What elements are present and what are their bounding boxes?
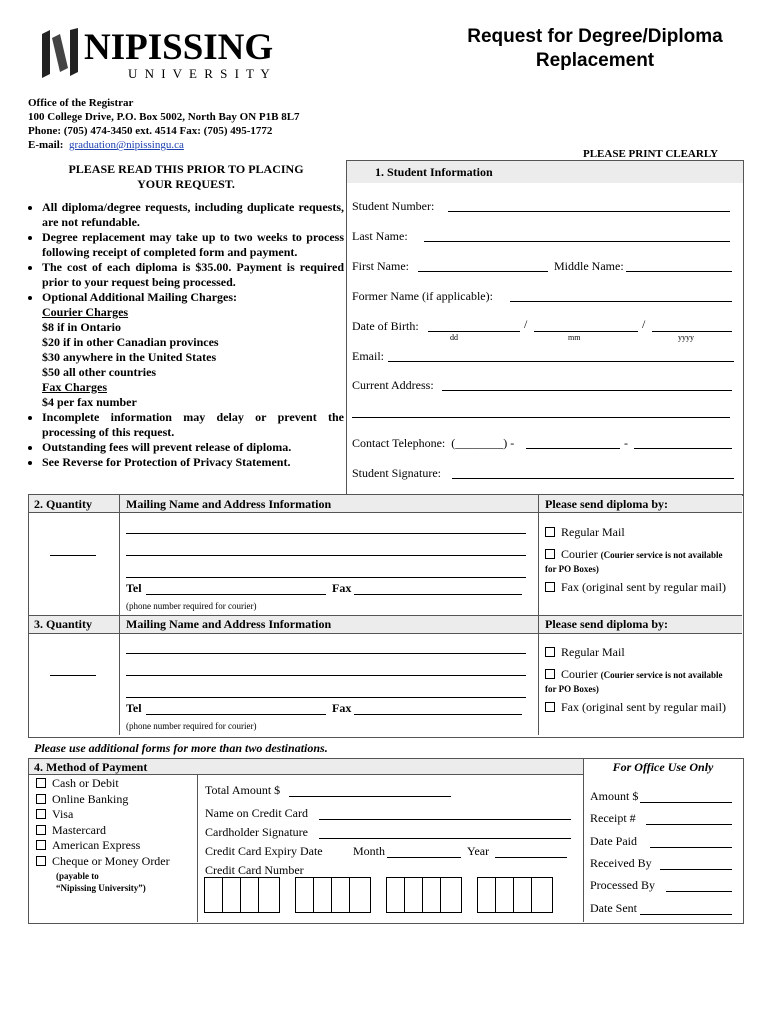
card-number-group[interactable] [477, 877, 553, 913]
payment-option-mastercard[interactable]: Mastercard [36, 823, 170, 839]
expiry-year-field[interactable] [495, 844, 567, 858]
phone-field-1[interactable] [526, 434, 620, 449]
cardholder-signature-field[interactable] [319, 825, 571, 839]
regular-mail-option[interactable]: Regular Mail [545, 645, 625, 660]
expiry-month-field[interactable] [387, 844, 461, 858]
mailing-address-line[interactable] [126, 521, 526, 534]
print-clearly: PLEASE PRINT CLEARLY [583, 148, 719, 160]
first-name-field[interactable] [418, 257, 548, 272]
quantity-field[interactable] [50, 663, 96, 676]
mailing-address-line[interactable] [126, 565, 526, 578]
card-name-field[interactable] [319, 806, 571, 820]
office-date-sent-field[interactable] [640, 901, 732, 915]
office-receipt-field[interactable] [646, 811, 732, 825]
logo [40, 28, 280, 84]
list-item: • Outstanding fees will prevent release of diploma. [42, 440, 344, 455]
checkbox-icon [36, 778, 46, 788]
student-number-field[interactable] [448, 197, 730, 212]
mailing-address-line[interactable] [126, 641, 526, 654]
signature-field[interactable] [452, 464, 734, 479]
notes-panel [28, 160, 344, 494]
quantity-label: 2. Quantity [34, 497, 93, 511]
list-item: • All diploma/degree requests, including duplicate requests, are not refundable. [42, 200, 344, 230]
dob-day-field[interactable] [428, 317, 520, 332]
address-field[interactable] [442, 376, 732, 391]
payment-methods [36, 776, 170, 869]
office-amount-field[interactable] [640, 789, 732, 803]
checkbox-icon [36, 825, 46, 835]
tel-field[interactable] [146, 701, 326, 715]
checkbox-icon [36, 794, 46, 804]
checkbox-icon [36, 840, 46, 850]
checkbox-icon [545, 582, 555, 592]
checkbox-icon [545, 549, 555, 559]
payment-option-cash[interactable]: Cash or Debit [36, 776, 170, 792]
courier-option[interactable]: Courier (Courier service is not available for PO Boxes) [545, 667, 723, 694]
fax-option[interactable]: Fax (original sent by regular mail) [545, 580, 726, 595]
form-title: Request for Degree/Diploma Replacement [467, 26, 723, 71]
quantity-field[interactable] [50, 543, 96, 556]
courier-option[interactable]: Courier (Courier service is not available for PO Boxes) [545, 547, 723, 574]
checkbox-icon [545, 527, 555, 537]
phone-field-2[interactable] [634, 434, 732, 449]
checkbox-icon [545, 702, 555, 712]
checkbox-icon [36, 809, 46, 819]
checkbox-icon [545, 669, 555, 679]
office-received-by-field[interactable] [660, 856, 732, 870]
office-address: Office of the Registrar 100 College Drive, P.O. Box 5002, North Bay ON P1B 8L7 Phone: (705) 474-3450 ext. 4514 Fax: (705) 495-1772 E-mail: graduation@nipissingu.ca [28, 97, 300, 151]
email-field[interactable] [388, 347, 734, 362]
fax-field[interactable] [354, 581, 522, 595]
notes-heading: PLEASE READ THIS PRIOR TO PLACING YOUR REQUEST. [68, 162, 304, 191]
office-processed-by-field[interactable] [666, 878, 732, 892]
address-field-line2[interactable] [352, 403, 730, 418]
payment-option-cheque[interactable]: Cheque or Money Order [36, 854, 170, 870]
tel-field[interactable] [146, 581, 326, 595]
payment-heading: 4. Method of Payment [34, 760, 148, 774]
checkbox-icon [545, 647, 555, 657]
card-number-group[interactable] [295, 877, 371, 913]
regular-mail-option[interactable]: Regular Mail [545, 525, 625, 540]
list-item: • Degree replacement may take up to two weeks to process following receipt of completed form and payment. [42, 230, 344, 260]
send-by-heading: Please send diploma by: [545, 617, 669, 631]
send-by-heading: Please send diploma by: [545, 497, 669, 511]
mailing-address-line[interactable] [126, 543, 526, 556]
notes-list [28, 200, 344, 470]
list-item: • The cost of each diploma is $35.00. Payment is required prior to your request being processed. [42, 260, 344, 290]
list-item: • Incomplete information may delay or prevent the processing of this request. [42, 410, 344, 440]
fax-field[interactable] [354, 701, 522, 715]
total-amount-field[interactable] [289, 783, 451, 797]
office-date-paid-field[interactable] [650, 834, 732, 848]
fax-option[interactable]: Fax (original sent by regular mail) [545, 700, 726, 715]
quantity-label: 3. Quantity [34, 617, 93, 631]
mailing-heading: Mailing Name and Address Information [126, 497, 332, 511]
card-number-group[interactable] [204, 877, 280, 913]
payment-option-amex[interactable]: American Express [36, 838, 170, 854]
office-use-heading: For Office Use Only [612, 760, 714, 774]
additional-forms-note: Please use additional forms for more than two destinations. [34, 741, 328, 755]
mailing-address-line[interactable] [126, 663, 526, 676]
last-name-field[interactable] [424, 227, 730, 242]
logo-subtitle: U N I V E R S I T Y [128, 66, 272, 81]
student-info-heading: 1. Student Information [347, 161, 743, 183]
dob-year-field[interactable] [652, 317, 732, 332]
dob-month-field[interactable] [534, 317, 638, 332]
logo-name: NIPISSING [84, 27, 274, 68]
logo-mark-icon [40, 28, 80, 80]
middle-name-field[interactable] [626, 257, 732, 272]
mailing-address-line[interactable] [126, 685, 526, 698]
checkbox-icon [36, 856, 46, 866]
list-item: • See Reverse for Protection of Privacy Statement. [42, 455, 344, 470]
former-name-field[interactable] [510, 287, 732, 302]
email-link[interactable]: graduation@nipissingu.ca [68, 139, 184, 151]
payment-option-visa[interactable]: Visa [36, 807, 170, 823]
mailing-heading: Mailing Name and Address Information [126, 617, 332, 631]
card-number-group[interactable] [386, 877, 462, 913]
payment-option-online[interactable]: Online Banking [36, 792, 170, 808]
payable-note: (payable to “Nipissing University”) [56, 871, 146, 893]
list-item: • Optional Additional Mailing Charges: Courier Charges $8 if in Ontario $20 if in other Canadian provinces $30 anywhere in the United States $50 all other countries Fax Charges $4 per fax number [42, 290, 344, 410]
